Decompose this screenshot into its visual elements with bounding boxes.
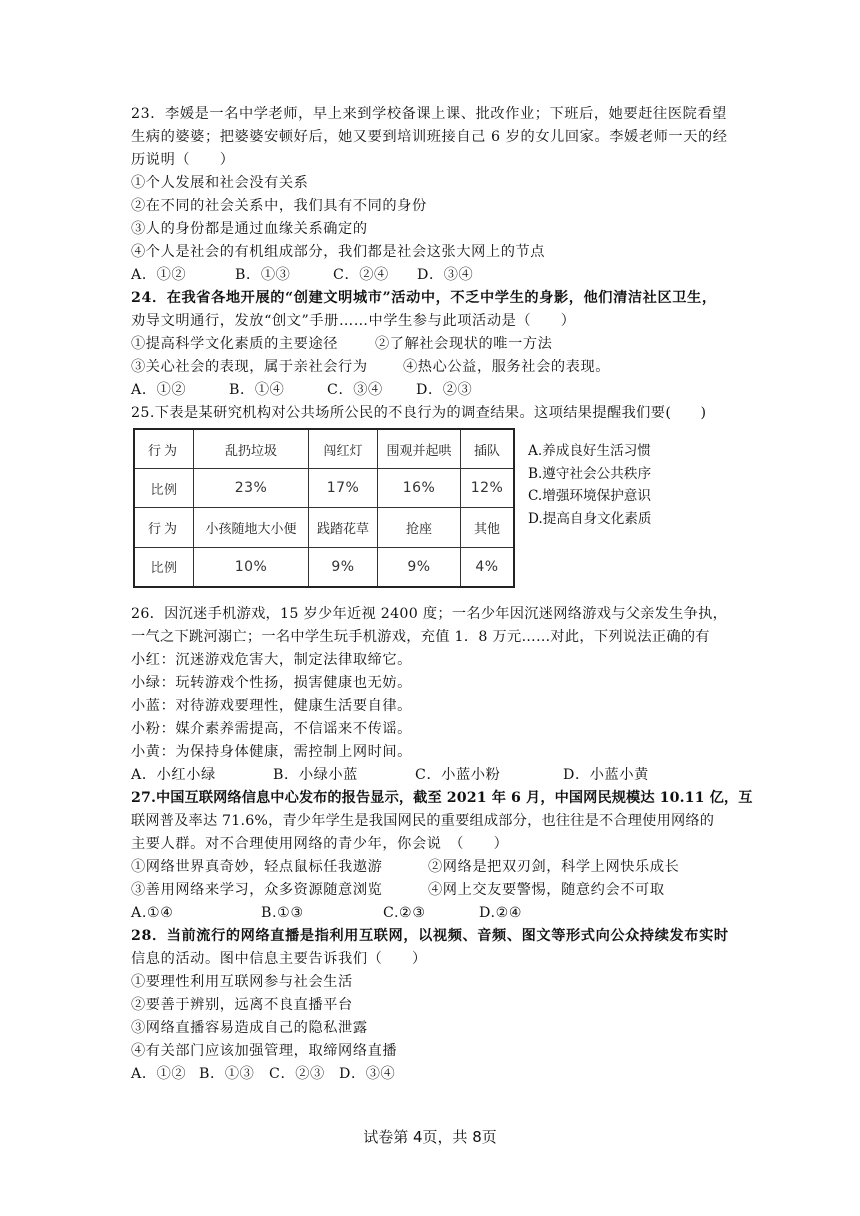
q23-statement-2: ②在不同的社会关系中，我们具有不同的身份	[131, 198, 427, 214]
q24-statement-2: ②了解社会现状的唯一方法	[375, 336, 553, 352]
survey-cell: 乱扔垃圾	[194, 429, 309, 469]
q27-statement-4: ④网上交友要警惕，随意约会不可取	[428, 882, 665, 898]
q23-line-2: 生病的婆婆；把婆婆安顿好后，她又要到培训班接自己 6 岁的女儿回家。李媛老师一天的经	[131, 129, 728, 145]
q28-option-c[interactable]: C．②③	[269, 1066, 325, 1082]
q26-statement-yellow: 小黄：为保持身体健康，需控制上网时间。	[131, 744, 412, 760]
survey-cell: 23%	[194, 469, 309, 508]
survey-cell: 小孩随地大小便	[194, 508, 309, 547]
q23-line-1: 23．李媛是一名中学老师，早上来到学校备课上课、批改作业；下班后，她要赶往医院看望	[131, 106, 727, 122]
q25-stem: 25.下表是某研究机构对公共场所公民的不良行为的调查结果。这项结果提醒我们要( )	[131, 405, 707, 421]
page-footer: 试卷第 4页，共 8页	[363, 1128, 497, 1146]
q24-option-a[interactable]: A．①②	[131, 382, 187, 398]
q27-line-1: 27.中国互联网络信息中心发布的报告显示，截至 2021 年 6 月，中国网民规模达 10.11 亿，互	[131, 790, 753, 806]
q28-line-2: 信息的活动。图中信息主要告诉我们（ ）	[131, 951, 427, 967]
survey-header-ratio: 比例	[134, 469, 194, 508]
q23-option-a[interactable]: A．①②	[131, 267, 187, 283]
q27-statement-1: ①网络世界真奇妙，轻点鼠标任我遨游	[131, 859, 383, 875]
q26-options	[131, 764, 649, 786]
q27-options	[131, 902, 522, 924]
q25-option-a[interactable]: A.养成良好生活习惯	[528, 443, 651, 459]
survey-row-ratio-2	[134, 547, 514, 587]
survey-cell: 抢座	[378, 508, 461, 547]
q24-options	[131, 379, 472, 401]
q24-statement-3: ③关心社会的表现，属于亲社会行为	[131, 359, 368, 375]
survey-header-behavior: 行为	[134, 508, 194, 547]
q25-option-d[interactable]: D.提高自身文化素质	[528, 510, 652, 527]
survey-cell: 9%	[378, 547, 461, 587]
q23-statement-3: ③人的身份都是通过血缘关系确定的	[131, 221, 368, 237]
q25-options	[528, 440, 652, 530]
q27-line-3: 主要人群。对不合理使用网络的青少年，你会说 （ ）	[131, 836, 509, 852]
q23-statement-1: ①个人发展和社会没有关系	[131, 175, 309, 191]
q23-line-3: 历说明（ ）	[131, 152, 235, 168]
q26-statement-pink: 小粉：媒介素养需提高，不信谣来不传谣。	[131, 721, 412, 737]
q27-option-a[interactable]: A.①④	[131, 905, 174, 921]
q27-option-b[interactable]: B.①③	[261, 905, 304, 921]
q26-line-1: 26．因沉迷手机游戏，15 岁少年近视 2400 度；一名少年因沉迷网络游戏与父亲发生争执，	[131, 606, 728, 622]
q28-options	[131, 1063, 395, 1085]
q27-statement-3: ③善用网络来学习，众多资源随意浏览	[131, 882, 383, 898]
q25-option-c[interactable]: C.增强环境保护意识	[528, 488, 651, 504]
q28-option-b[interactable]: B．①③	[199, 1066, 255, 1082]
q23-options	[131, 264, 473, 286]
survey-cell: 17%	[309, 469, 378, 508]
q24-option-c[interactable]: C．③④	[327, 382, 383, 398]
survey-cell: 9%	[309, 547, 378, 587]
survey-cell: 16%	[378, 469, 461, 508]
survey-cell: 12%	[461, 469, 515, 508]
q28-option-a[interactable]: A．①②	[131, 1066, 187, 1082]
q27-line-2: 联网普及率达 71.6%，青少年学生是我国网民的重要组成部分，也往往是不合理使用网络的	[131, 813, 715, 829]
survey-row-ratio-1	[134, 469, 514, 508]
survey-header-behavior: 行为	[134, 429, 194, 469]
survey-cell: 插队	[461, 429, 515, 469]
survey-cell: 闯红灯	[309, 429, 378, 469]
q26-option-a[interactable]: A．小红小绿	[131, 767, 216, 783]
q28-line-1: 28．当前流行的网络直播是指利用互联网，以视频、音频、图文等形式向公众持续发布实时	[131, 928, 729, 944]
survey-header-ratio: 比例	[134, 547, 194, 587]
survey-cell: 其他	[461, 508, 515, 547]
q26-statement-red: 小红：沉迷游戏危害大，制定法律取缔它。	[131, 652, 412, 668]
q28-statement-2: ②要善于辨别，远离不良直播平台	[131, 997, 353, 1013]
q28-statement-4: ④有关部门应该加强管理，取缔网络直播	[131, 1043, 398, 1059]
q24-line-1: 24．在我省各地开展的“创建文明城市”活动中，不乏中学生的身影，他们清洁社区卫生，	[131, 290, 717, 306]
q23-statement-4: ④个人是社会的有机组成部分，我们都是社会这张大网上的节点	[131, 244, 546, 260]
survey-cell: 4%	[461, 547, 515, 587]
survey-row-behavior-2	[134, 508, 514, 547]
q24-statement-4: ④热心公益，服务社会的表现。	[403, 359, 611, 375]
q24-line-2: 劝导文明通行，发放“创文”手册……中学生参与此项活动是（ ）	[131, 313, 576, 329]
survey-row-behavior-1	[134, 429, 514, 469]
q23-option-c[interactable]: C．②④	[333, 267, 389, 283]
q27-option-d[interactable]: D.②④	[479, 905, 523, 921]
q26-option-d[interactable]: D．小蓝小黄	[563, 767, 649, 783]
q24-statement-1: ①提高科学文化素质的主要途径	[131, 336, 339, 352]
q27-statement-2: ②网络是把双刃剑，科学上网快乐成长	[428, 859, 680, 875]
q27-option-c[interactable]: C.②③	[383, 905, 426, 921]
q28-statement-1: ①要理性利用互联网参与社会生活	[131, 974, 353, 990]
q24-option-b[interactable]: B．①④	[229, 382, 285, 398]
q23-option-b[interactable]: B．①③	[235, 267, 291, 283]
q25-option-b[interactable]: B.遵守社会公共秩序	[528, 465, 652, 482]
survey-cell: 践踏花草	[309, 508, 378, 547]
q26-statement-blue: 小蓝：对待游戏要理性，健康生活要自律。	[131, 698, 412, 714]
q26-statement-green: 小绿：玩转游戏个性扬，损害健康也无妨。	[131, 675, 412, 691]
q26-option-b[interactable]: B．小绿小蓝	[273, 767, 358, 783]
q23-option-d[interactable]: D．③④	[417, 267, 474, 283]
q24-option-d[interactable]: D．②③	[416, 382, 473, 398]
q26-line-2: 一气之下跳河溺亡；一名中学生玩手机游戏，充值 1．8 万元……对此，下列说法正确的有	[131, 629, 710, 645]
survey-table	[133, 428, 515, 588]
survey-cell: 10%	[194, 547, 309, 587]
q28-option-d[interactable]: D．③④	[339, 1066, 396, 1082]
q28-statement-3: ③网络直播容易造成自己的隐私泄露	[131, 1020, 368, 1036]
q26-option-c[interactable]: C．小蓝小粉	[415, 767, 501, 783]
survey-cell: 围观并起哄	[378, 429, 461, 469]
